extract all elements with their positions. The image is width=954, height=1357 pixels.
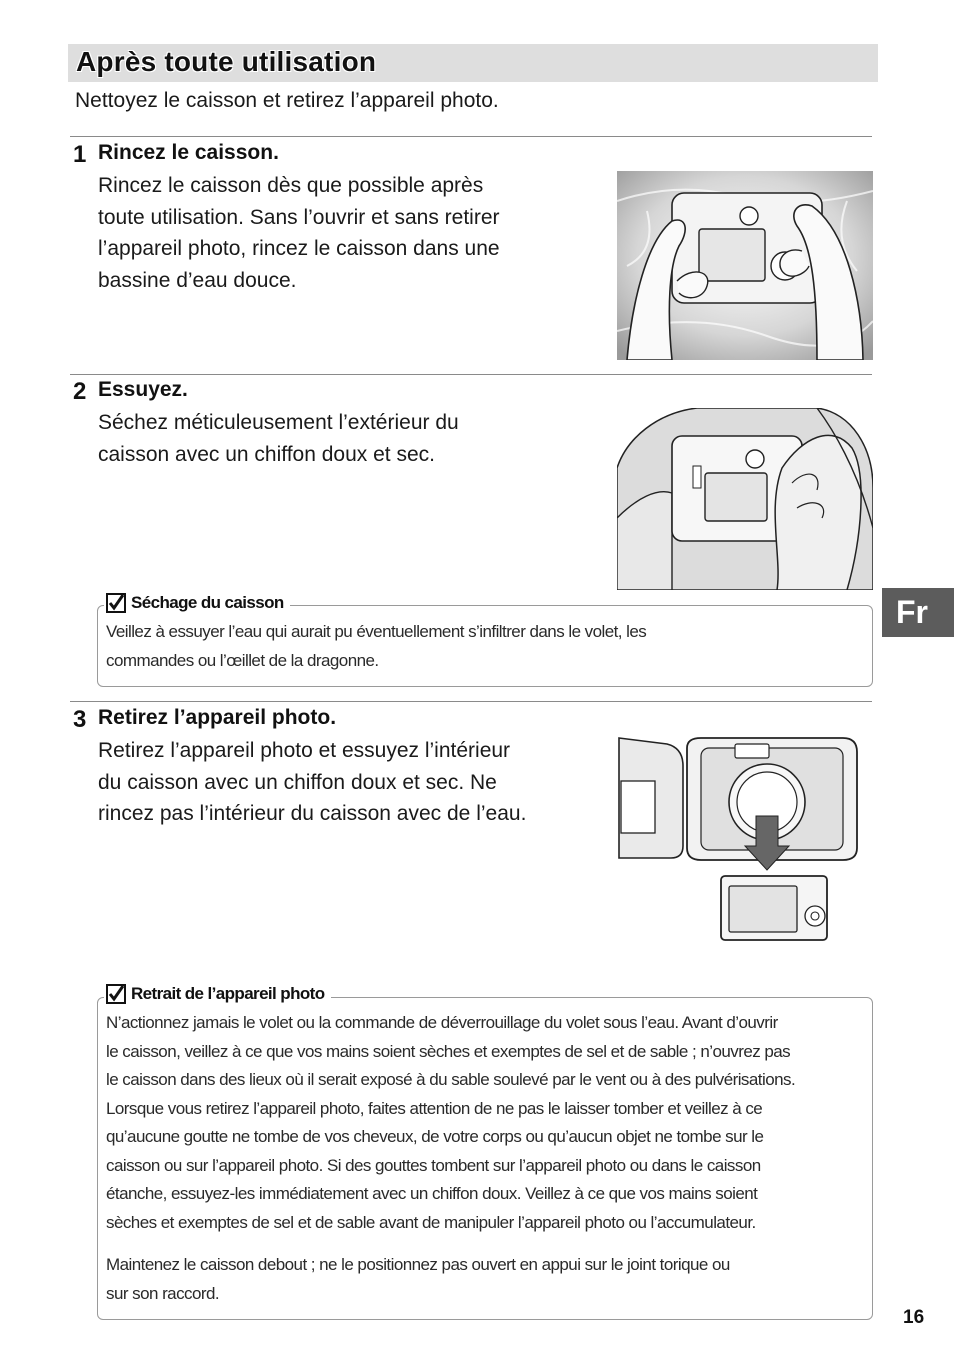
page-title: Après toute utilisation bbox=[76, 46, 377, 77]
wipe-housing-illustration bbox=[617, 408, 873, 590]
step-number: 2 bbox=[73, 378, 87, 405]
intro-text: Nettoyez le caisson et retirez l’appareil photo. bbox=[75, 89, 499, 112]
step-number: 3 bbox=[73, 706, 87, 733]
language-tab: Fr bbox=[882, 588, 954, 637]
step-body bbox=[98, 407, 459, 470]
step-body-line: Rincez le caisson dès que possible après bbox=[98, 174, 484, 197]
step-body-line: du caisson avec un chiffon doux et sec. Ne bbox=[98, 770, 497, 794]
note-line: le caisson dans des lieux où il serait exposé à du sable soulevé par le vent ou à des pulvérisations. bbox=[106, 1070, 796, 1089]
note-title-text: Séchage du caisson bbox=[131, 593, 284, 612]
step-number: 1 bbox=[73, 141, 87, 168]
note-line: N’actionnez jamais le volet ou la commande de déverrouillage du volet sous l’eau. Avant d’ouvrir bbox=[106, 1013, 778, 1032]
remove-camera-illustration bbox=[617, 736, 863, 943]
note-line: commandes ou l’œillet de la dragonne. bbox=[106, 650, 379, 670]
step-heading: Essuyez. bbox=[98, 378, 188, 401]
checkmark-icon bbox=[106, 984, 126, 1004]
divider bbox=[70, 136, 872, 137]
note-line: sur son raccord. bbox=[106, 1283, 220, 1303]
note-title-text: Retrait de l’appareil photo bbox=[131, 984, 325, 1003]
note-line: qu’aucune goutte ne tombe de vos cheveux, de votre corps ou qu’aucun objet ne tombe sur le bbox=[106, 1127, 764, 1146]
note-line: caisson ou sur l’appareil photo. Si des gouttes tombent sur l’appareil photo ou dans le caisson bbox=[106, 1155, 761, 1175]
step-body-line: bassine d’eau douce. bbox=[98, 268, 297, 292]
step-body bbox=[98, 170, 500, 296]
note-line: Maintenez le caisson debout ; ne le positionnez pas ouvert en appui sur le joint torique ou bbox=[106, 1255, 730, 1274]
step-body-line: Retirez l’appareil photo et essuyez l’intérieur bbox=[98, 739, 511, 762]
note-paragraph bbox=[106, 1251, 730, 1308]
step-body-line: rincez pas l’intérieur du caisson avec de l’eau. bbox=[98, 802, 527, 825]
note-title bbox=[104, 593, 290, 613]
rinse-housing-illustration bbox=[617, 171, 873, 360]
divider bbox=[70, 701, 872, 702]
note-line: Veillez à essuyer l’eau qui aurait pu éventuellement s’infiltrer dans le volet, les bbox=[106, 622, 647, 641]
step-body-line: toute utilisation. Sans l’ouvrir et sans retirer bbox=[98, 205, 500, 229]
page-number: 16 bbox=[903, 1307, 925, 1328]
note-text bbox=[106, 618, 646, 675]
note-line: Lorsque vous retirez l’appareil photo, faites attention de ne pas le laisser tomber et veillez à ce bbox=[106, 1098, 763, 1118]
note-line: sèches et exemptes de sel et de sable avant de manipuler l’appareil photo ou l’accumulateur. bbox=[106, 1212, 756, 1232]
divider bbox=[70, 374, 872, 375]
checkmark-icon bbox=[106, 593, 126, 613]
section-title-bar bbox=[68, 44, 878, 82]
note-text bbox=[106, 1009, 795, 1237]
note-title bbox=[104, 984, 331, 1004]
step-body bbox=[98, 735, 526, 830]
step-heading: Rincez le caisson. bbox=[98, 141, 279, 164]
step-body-line: l’appareil photo, rincez le caisson dans une bbox=[98, 237, 500, 260]
step-body-line: Séchez méticuleusement l’extérieur du bbox=[98, 411, 459, 434]
step-body-line: caisson avec un chiffon doux et sec. bbox=[98, 442, 435, 466]
note-line: étanche, essuyez-les immédiatement avec un chiffon doux. Veillez à ce que vos mains soient bbox=[106, 1184, 758, 1203]
note-line: le caisson, veillez à ce que vos mains soient sèches et exemptes de sel et de sable ; n’ouvrez pas bbox=[106, 1041, 791, 1061]
step-heading: Retirez l’appareil photo. bbox=[98, 706, 337, 729]
